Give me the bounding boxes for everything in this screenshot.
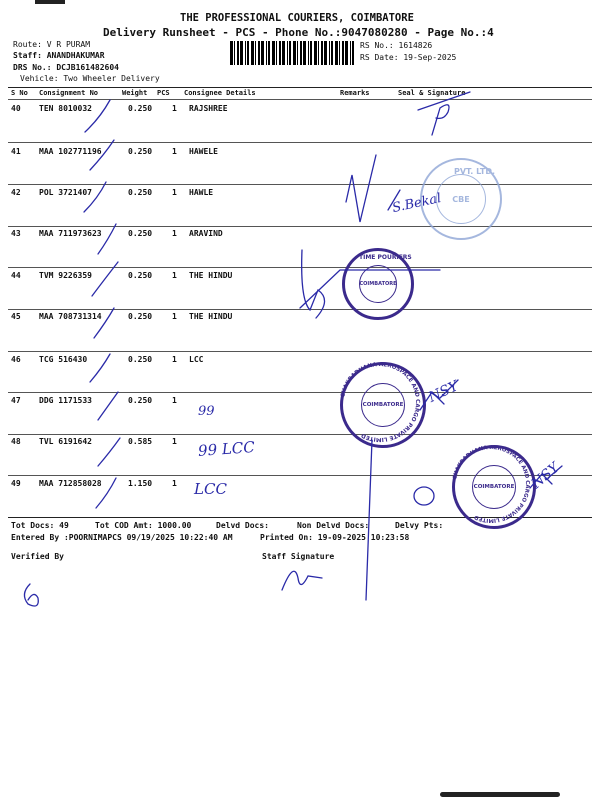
staff-signature-stroke	[282, 571, 322, 590]
barcode-graphic	[230, 41, 356, 65]
row-consignee: THE HINDU	[189, 271, 233, 280]
row-sno: 46	[11, 355, 21, 364]
row-pcs: 1	[172, 147, 177, 156]
row-rule	[8, 142, 592, 143]
verified-signature-stroke	[24, 584, 38, 606]
barcode-bar	[247, 41, 249, 65]
row-rule	[8, 351, 592, 352]
row-pcs: 1	[172, 104, 177, 113]
barcode-bar	[230, 41, 233, 65]
runsheet-subtitle: Delivery Runsheet - PCS - Phone No.:9047080280 - Page No.:4	[103, 26, 494, 39]
row-sno: 44	[11, 271, 21, 280]
delivery-points: Delvy Pts:	[395, 521, 444, 530]
table-row	[0, 184, 600, 227]
pvt-ltd-center: CBE	[452, 194, 470, 204]
verified-by-label: Verified By	[11, 552, 64, 561]
table-row	[0, 227, 600, 270]
barcode-bar	[300, 41, 302, 65]
chakradhana-stamp-2	[452, 445, 536, 529]
row-pcs: 1	[172, 271, 177, 280]
row-consignment: MAA 711973623	[39, 229, 102, 238]
row-rule	[8, 434, 592, 435]
row-consignee: RAJSHREE	[189, 104, 228, 113]
barcode-bar	[318, 41, 319, 65]
handwriting-note-1: S.Bekal	[390, 191, 443, 216]
barcode-bar	[240, 41, 243, 65]
chakradhana-stamp-1-inner	[361, 383, 405, 427]
barcode-bar	[321, 41, 323, 65]
barcode-bar	[268, 41, 270, 65]
barcode-bar	[258, 41, 260, 65]
col-seal: Seal & Signature	[398, 89, 466, 97]
drs-label: DRS No.: DCJB161482604	[13, 63, 119, 72]
row-pcs: 1	[172, 355, 177, 364]
row-sno: 49	[11, 479, 21, 488]
barcode-bar	[335, 41, 338, 65]
row-consignee: LCC	[189, 355, 204, 364]
barcode-bar	[352, 41, 354, 65]
col-pcs: PCS	[157, 89, 170, 97]
route-label: Route: V R PURAM	[13, 40, 91, 49]
barcode-bar	[297, 41, 298, 65]
barcode	[230, 41, 356, 65]
col-consignment: Consignment No	[39, 89, 99, 97]
table-row	[0, 267, 600, 310]
barcode-bar	[266, 41, 267, 65]
row-pcs: 1	[172, 437, 177, 446]
row-rule	[8, 184, 592, 185]
row-sno: 45	[11, 312, 21, 321]
row-consignment: MAA 102771196	[39, 147, 102, 156]
barcode-bar	[279, 41, 281, 65]
time-couriers-center: COIMBATORE	[359, 281, 397, 287]
vehicle-label: Vehicle: Two Wheeler Delivery	[20, 74, 160, 83]
header-top-rule	[8, 87, 592, 88]
barcode-bar	[314, 41, 317, 65]
barcode-bar	[329, 41, 330, 65]
handwriting-note-6: NSY	[528, 459, 563, 493]
barcode-bar	[276, 41, 277, 65]
row-rule	[8, 226, 592, 227]
barcode-bar	[287, 41, 288, 65]
chakradhana-ring-2-text: CHAKRADHANA AEROSPACE AND CARGO PRIVATE LIMITED	[452, 444, 531, 524]
handwriting-note-3: 99 LCC	[197, 438, 256, 460]
barcode-bar	[331, 41, 333, 65]
row-sno: 43	[11, 229, 21, 238]
scan-artifact	[440, 792, 560, 797]
row-sno: 48	[11, 437, 21, 446]
table-row	[0, 100, 600, 143]
barcode-bar	[237, 41, 239, 65]
row-sno: 47	[11, 396, 21, 405]
row-consignment: POL 3721407	[39, 188, 92, 197]
chakradhana-stamp-1	[340, 362, 426, 448]
company-title: THE PROFESSIONAL COURIERS, COIMBATORE	[180, 12, 414, 24]
total-docs: Tot Docs: 49	[11, 521, 69, 530]
row-consignee: HAWLE	[189, 188, 214, 197]
row-rule	[8, 309, 592, 310]
barcode-bar	[234, 41, 235, 65]
col-weight: Weight	[122, 89, 148, 97]
barcode-bar	[293, 41, 296, 65]
barcode-bar	[345, 41, 348, 65]
barcode-bar	[339, 41, 340, 65]
barcode-bar	[289, 41, 291, 65]
row-weight: 0.250	[128, 147, 153, 156]
row-pcs: 1	[172, 188, 177, 197]
table-row	[0, 143, 600, 186]
row-consignee: HAWELE	[189, 147, 218, 156]
rs-date: RS Date: 19-Sep-2025	[360, 53, 457, 62]
row-weight: 0.250	[128, 104, 153, 113]
row-pcs: 1	[172, 312, 177, 321]
barcode-bar	[255, 41, 256, 65]
col-consignee: Consignee Details	[184, 89, 256, 97]
row-consignment: TVM 9226359	[39, 271, 92, 280]
row-rule	[8, 267, 592, 268]
row-weight: 0.250	[128, 355, 153, 364]
barcode-bar	[251, 41, 254, 65]
non-delivered-docs: Non Delvd Docs:	[297, 521, 370, 530]
row-weight: 0.250	[128, 396, 153, 405]
time-couriers-stamp	[342, 248, 414, 320]
handwriting-note-2: 99	[198, 404, 215, 419]
row-weight: 1.150	[128, 479, 153, 488]
time-couriers-stamp-inner	[359, 265, 397, 303]
table-row	[0, 393, 600, 436]
table-row	[0, 310, 600, 353]
barcode-bar	[342, 41, 344, 65]
delivered-docs: Delvd Docs:	[216, 521, 269, 530]
row-consignment: MAA 712858028	[39, 479, 102, 488]
rs-number: RS No.: 1614826	[360, 41, 433, 50]
total-cod: Tot COD Amt: 1000.00	[95, 521, 192, 530]
handwriting-note-5: NSY	[426, 378, 462, 406]
row-weight: 0.250	[128, 271, 153, 280]
staff-signature-label: Staff Signature	[262, 552, 335, 561]
row-pcs: 1	[172, 396, 177, 405]
row-pcs: 1	[172, 229, 177, 238]
scan-artifact	[35, 0, 65, 4]
barcode-bar	[324, 41, 327, 65]
row-consignment: MAA 708731314	[39, 312, 102, 321]
col-remarks: Remarks	[340, 89, 370, 97]
printed-on: Printed On: 19-09-2025 10:23:58	[260, 533, 410, 542]
row-consignment: TVL 6191642	[39, 437, 92, 446]
row-rule	[8, 392, 592, 393]
row-pcs: 1	[172, 479, 177, 488]
row-consignment: DDG 1171533	[39, 396, 92, 405]
row-sno: 41	[11, 147, 21, 156]
pvt-ltd-stamp-inner	[436, 174, 486, 224]
chakradhana-stamp-2-inner	[472, 465, 516, 509]
barcode-bar	[310, 41, 312, 65]
barcode-bar	[350, 41, 351, 65]
row-weight: 0.585	[128, 437, 153, 446]
row-sno: 42	[11, 188, 21, 197]
chakradhana-center-2: COIMBATORE	[473, 484, 515, 490]
barcode-bar	[308, 41, 309, 65]
chakradhana-ring-1-text: CHAKRADHANA AEROSPACE AND CARGO PRIVATE LIMITED	[340, 361, 421, 443]
row-consignment: TEN 8010032	[39, 104, 92, 113]
time-couriers-ring: TIME POURIERS	[359, 254, 412, 261]
row-sno: 40	[11, 104, 21, 113]
table-row	[0, 352, 600, 395]
row-consignee: ARAVIND	[189, 229, 223, 238]
chakradhana-center-1: COIMBATORE	[362, 402, 404, 408]
row-consignment: TCG 516430	[39, 355, 88, 364]
row-weight: 0.250	[128, 312, 153, 321]
col-sno: S No	[11, 89, 28, 97]
row-consignee: THE HINDU	[189, 312, 233, 321]
staff-label: Staff: ANANDHAKUMAR	[13, 51, 105, 60]
handwriting-note-4: LCC	[194, 480, 227, 498]
row-weight: 0.250	[128, 229, 153, 238]
barcode-bar	[261, 41, 264, 65]
pvt-ltd-ring: PVT. LTD.	[454, 167, 496, 176]
entered-by: Entered By :POORNIMAPCS 09/19/2025 10:22:40 AM	[11, 533, 233, 542]
barcode-bar	[282, 41, 285, 65]
barcode-bar	[303, 41, 306, 65]
barcode-bar	[272, 41, 275, 65]
barcode-bar	[245, 41, 246, 65]
row-weight: 0.250	[128, 188, 153, 197]
